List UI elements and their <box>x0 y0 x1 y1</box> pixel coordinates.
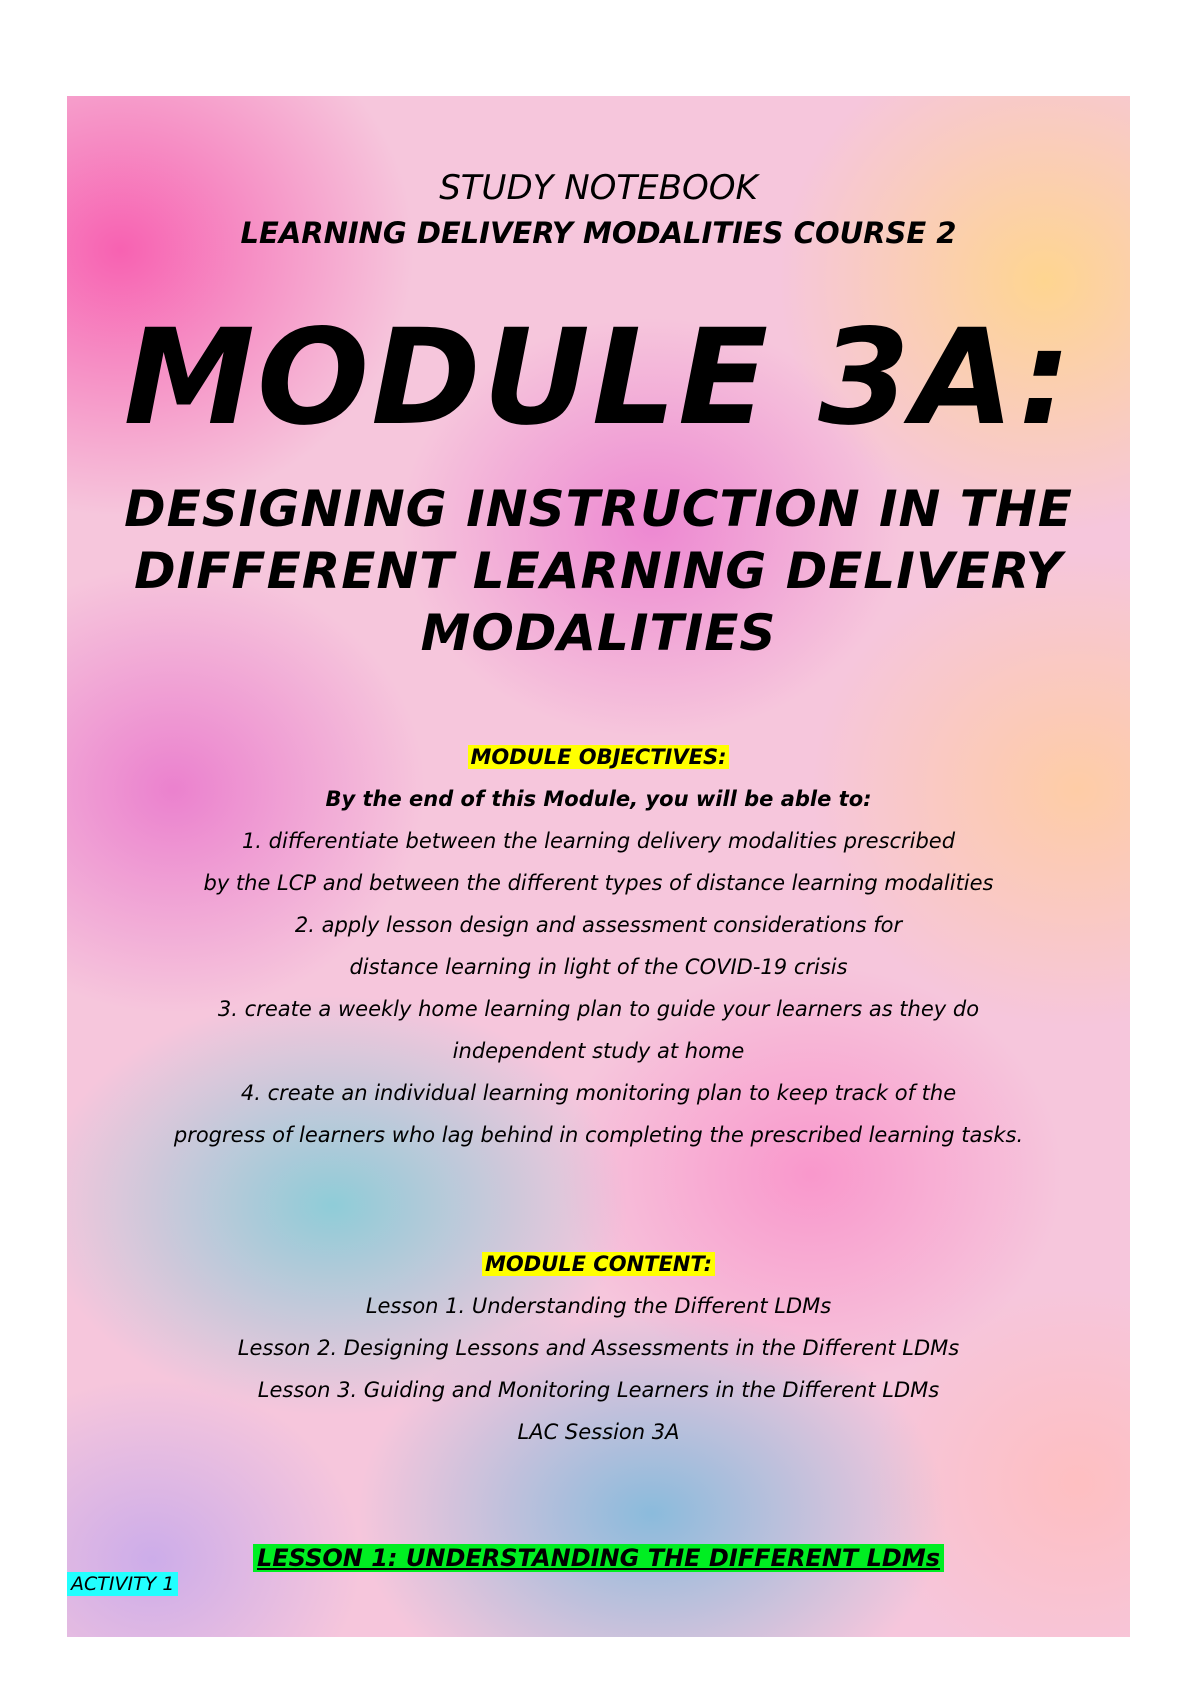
module-subtitle-line: DIFFERENT LEARNING DELIVERY <box>134 542 1063 600</box>
content-heading: MODULE CONTENT: <box>482 1252 715 1276</box>
module-subtitle-line: DESIGNING INSTRUCTION IN THE <box>124 480 1073 538</box>
objective-line: progress of learners who lag behind in completing the prescribed learning tasks. <box>173 1123 1024 1147</box>
objective-line: distance learning in light of the COVID-19 crisis <box>349 955 848 979</box>
content-item: Lesson 3. Guiding and Monitoring Learners in the Different LDMs <box>257 1378 940 1402</box>
objectives-intro: By the end of this Module, you will be able to: <box>325 787 872 811</box>
activity-label: ACTIVITY 1 <box>67 1572 178 1596</box>
content-item: Lesson 1. Understanding the Different LDMs <box>365 1294 832 1318</box>
objective-line: independent study at home <box>452 1039 745 1063</box>
objective-line: by the LCP and between the different types of distance learning modalities <box>203 871 994 895</box>
content-item: LAC Session 3A <box>517 1420 680 1444</box>
objective-line: 2. apply lesson design and assessment considerations for <box>294 913 903 937</box>
course-title: LEARNING DELIVERY MODALITIES COURSE 2 <box>240 216 957 250</box>
objectives-heading: MODULE OBJECTIVES: <box>468 745 730 769</box>
module-title: MODULE 3A: <box>123 301 1074 455</box>
lesson-heading: LESSON 1: UNDERSTANDING THE DIFFERENT LDMs <box>253 1544 944 1572</box>
objective-line: 1. differentiate between the learning delivery modalities prescribed <box>241 829 956 853</box>
objective-line: 3. create a weekly home learning plan to guide your learners as they do <box>217 997 980 1021</box>
module-subtitle <box>67 478 1130 664</box>
content-section <box>67 1243 1130 1453</box>
module-subtitle-line: MODALITIES <box>420 604 777 662</box>
objectives-section <box>67 736 1130 1156</box>
cover-page <box>67 96 1130 1637</box>
notebook-label: STUDY NOTEBOOK <box>439 168 758 208</box>
content-item: Lesson 2. Designing Lessons and Assessments in the Different LDMs <box>237 1336 960 1360</box>
objective-line: 4. create an individual learning monitoring plan to keep track of the <box>240 1081 957 1105</box>
lesson-heading-row <box>67 1544 1130 1572</box>
